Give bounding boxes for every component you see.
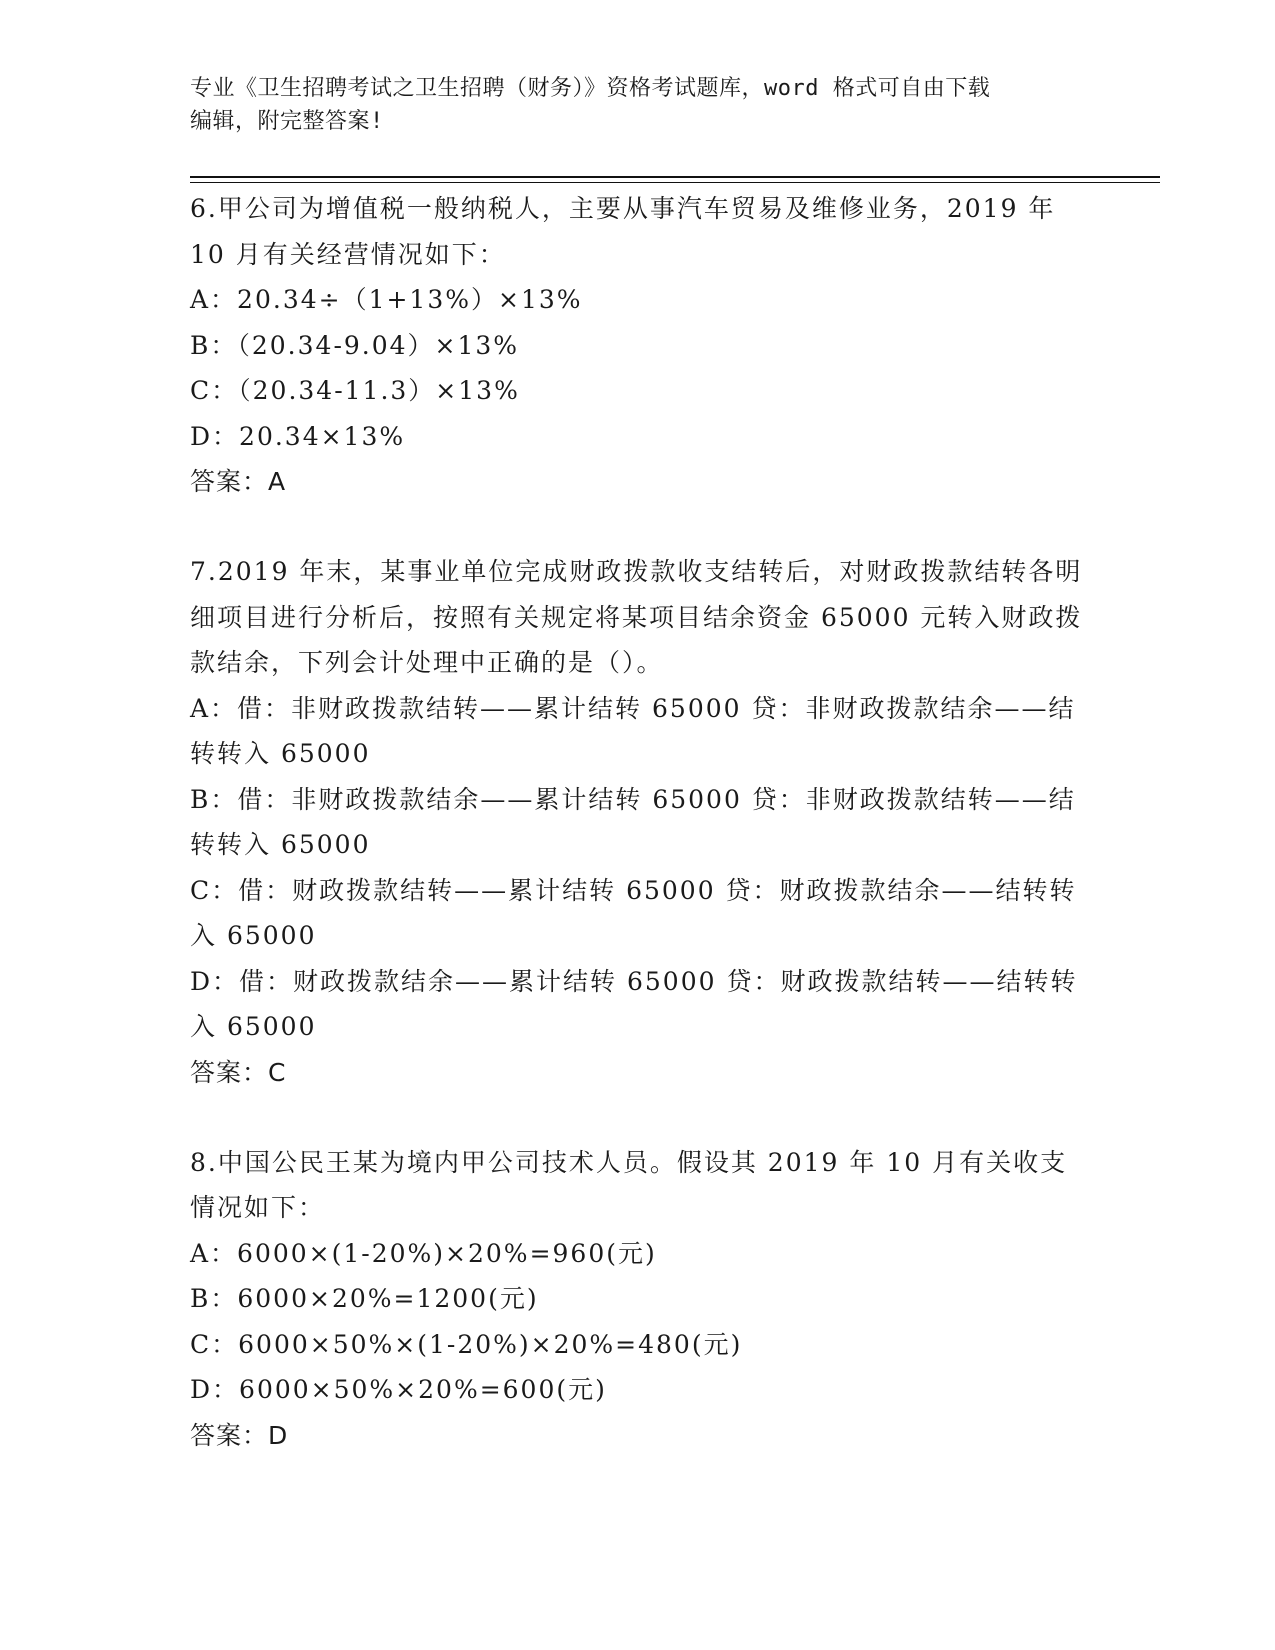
header-line-1: 专业《卫生招聘考试之卫生招聘（财务）》资格考试题库，word 格式可自由下载 [190,76,991,101]
option-b: B：（20.34-9.04）×13% [190,330,520,360]
option-d: D：20.34×13% [190,421,406,451]
question-list [190,186,1090,1458]
header-divider-thick [190,176,1160,178]
answer-line: 答案：D [190,1420,289,1450]
option-a: A：20.34÷（1+13%）×13% [190,285,583,314]
question-spacer [190,504,1090,549]
question-spacer [190,1095,1090,1140]
question-stem: 8.中国公民王某为境内甲公司技术人员。假设其 2019 年 10 月有关收支情况如下： [190,1147,1068,1222]
option-b: B：借：非财政拨款结余——累计结转 65000 贷：非财政拨款结转——结转转入 65000 [190,784,1076,859]
option-c: C：借：财政拨款结转——累计结转 65000 贷：财政拨款结余——结转转入 65000 [190,875,1077,950]
question-6 [190,186,1090,504]
option-c: C：（20.34-11.3）×13% [190,376,520,405]
option-a: A：6000×(1-20%)×20%=960(元) [190,1238,657,1268]
question-stem: 6.甲公司为增值税一般纳税人，主要从事汽车贸易及维修业务，2019 年 10 月有关经营情况如下： [190,194,1056,269]
answer-line: 答案：C [190,1057,287,1087]
header-divider-thin [190,182,1160,183]
option-d: D：借：财政拨款结余——累计结转 65000 贷：财政拨款结转——结转转入 65000 [190,966,1078,1041]
header-line-2: 编辑，附完整答案! [190,109,384,134]
answer-line: 答案：A [190,467,287,496]
question-stem: 7.2019 年末，某事业单位完成财政拨款收支结转后，对财政拨款结转各明细项目进行分析后，按照有关规定将某项目结余资金 65000 元转入财政拨款结余，下列会计处理中正确的是（）。 [190,557,1083,677]
question-8 [190,1140,1090,1458]
document-header [190,72,1090,138]
option-c: C：6000×50%×(1-20%)×20%=480(元) [190,1329,743,1359]
option-a: A：借：非财政拨款结转——累计结转 65000 贷：非财政拨款结余——结转转入 65000 [190,693,1076,768]
option-d: D：6000×50%×20%=600(元) [190,1375,607,1404]
option-b: B：6000×20%=1200(元) [190,1284,539,1313]
question-7 [190,549,1090,1095]
